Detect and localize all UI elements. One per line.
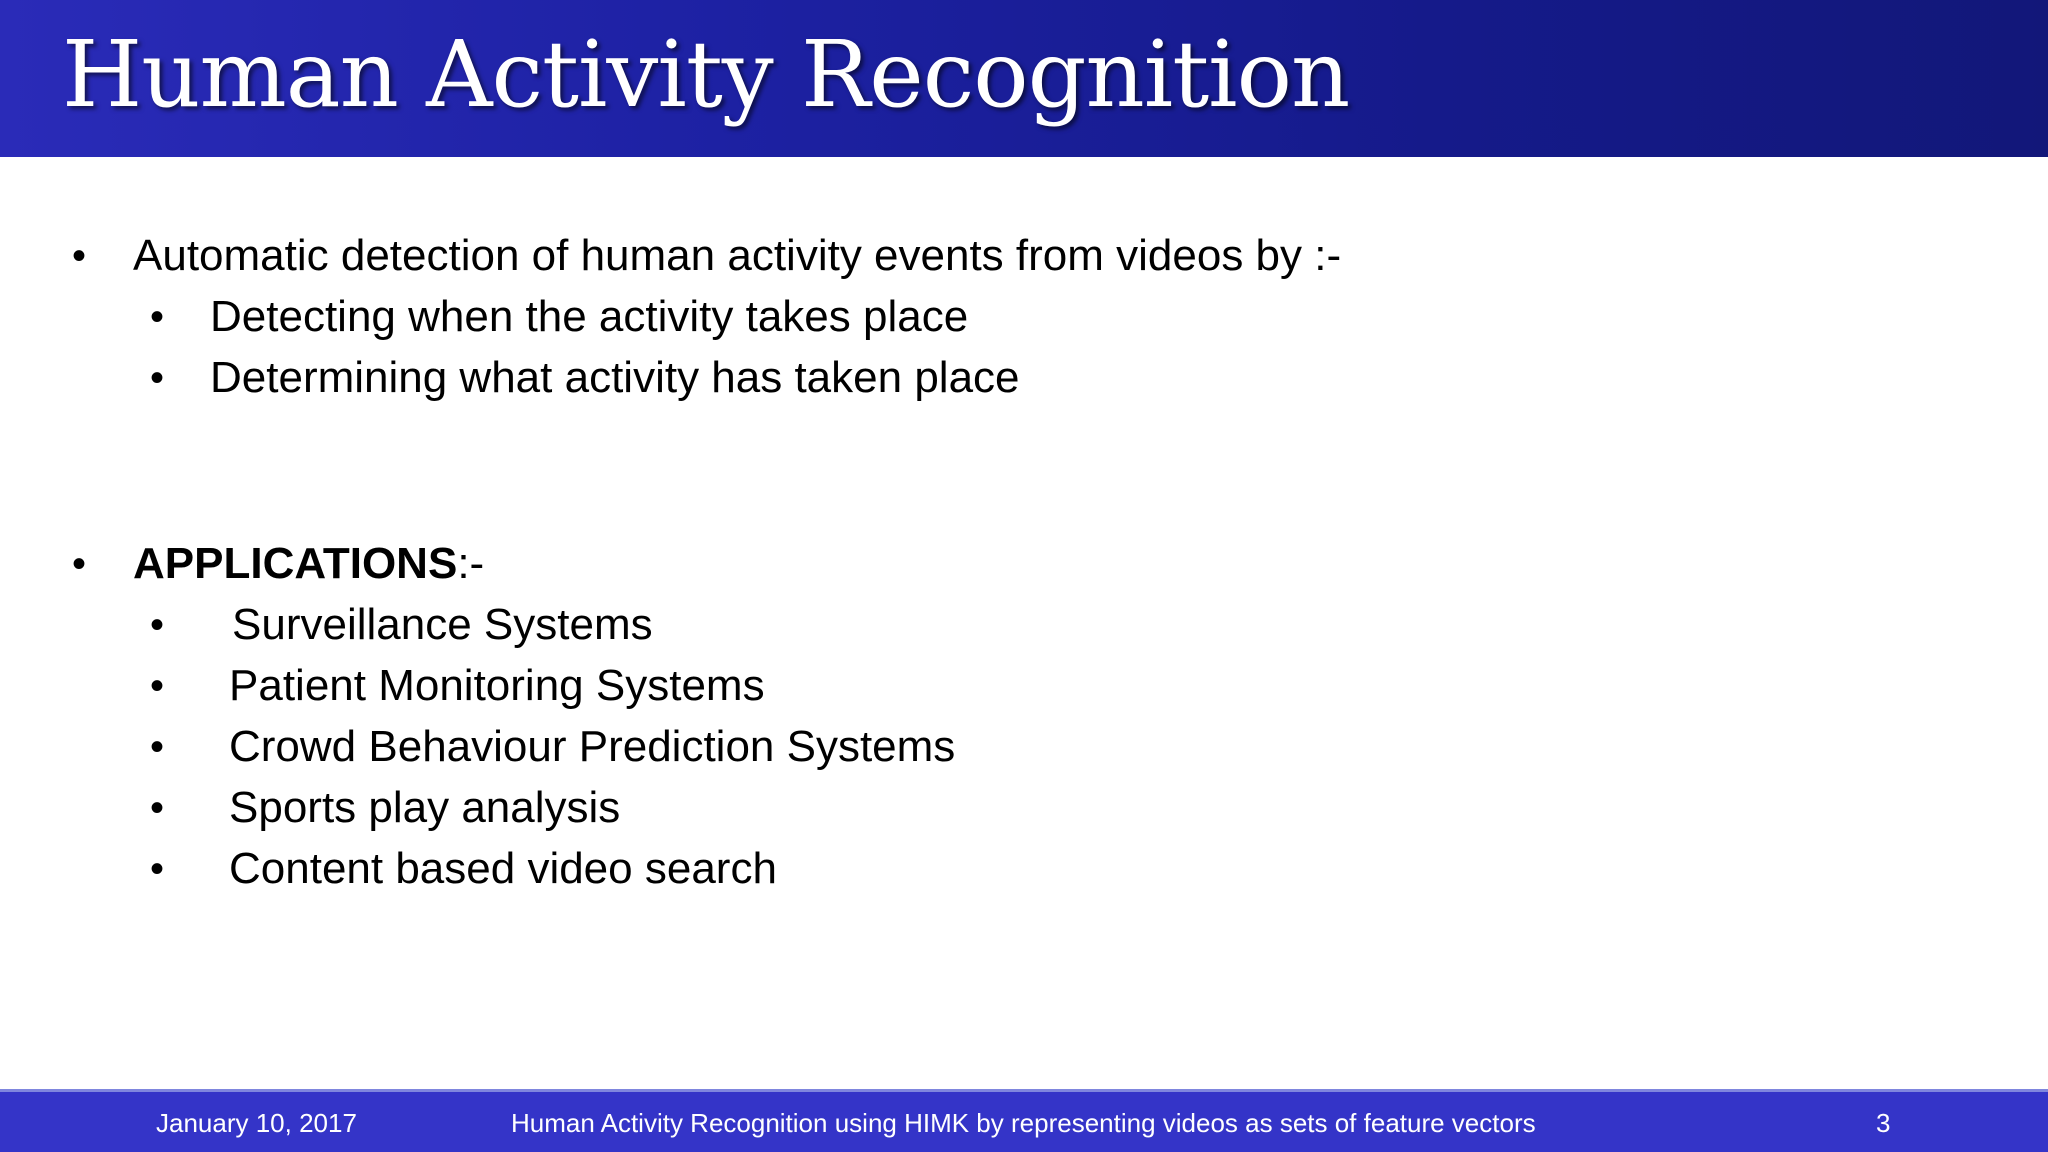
title-bar <box>0 0 2048 157</box>
slide-title: Human Activity Recognition <box>62 21 1350 128</box>
application-text: Sports play analysis <box>229 783 621 832</box>
application-text: Content based video search <box>229 844 777 893</box>
bullet-icon: • <box>150 664 165 708</box>
bullet-icon: • <box>72 542 87 586</box>
bullet-icon: • <box>150 295 165 339</box>
sub-bullet-text: Determining what activity has taken place <box>210 353 1020 402</box>
footer-caption: Human Activity Recognition using HIMK by representing videos as sets of feature vectors <box>511 1108 1536 1138</box>
footer-date: January 10, 2017 <box>156 1108 357 1138</box>
bullet-icon: • <box>150 725 165 769</box>
applications-heading <box>133 538 484 590</box>
applications-heading-bold: APPLICATIONS <box>133 539 458 588</box>
bullet-icon: • <box>150 603 165 647</box>
application-text: Crowd Behaviour Prediction Systems <box>229 722 956 771</box>
bullet-icon: • <box>150 847 165 891</box>
footer-page-number: 3 <box>1876 1108 1891 1138</box>
application-text: Patient Monitoring Systems <box>229 661 765 710</box>
applications-heading-suffix: :- <box>457 539 485 588</box>
sub-bullet-text: Detecting when the activity takes place <box>210 292 969 341</box>
bullet-icon: • <box>72 234 87 278</box>
bullet-icon: • <box>150 786 165 830</box>
slide-footer <box>0 1089 2048 1152</box>
application-text: Surveillance Systems <box>232 600 653 649</box>
bullet-icon: • <box>150 356 165 400</box>
bullet-text: Automatic detection of human activity events from videos by :- <box>133 231 1342 280</box>
